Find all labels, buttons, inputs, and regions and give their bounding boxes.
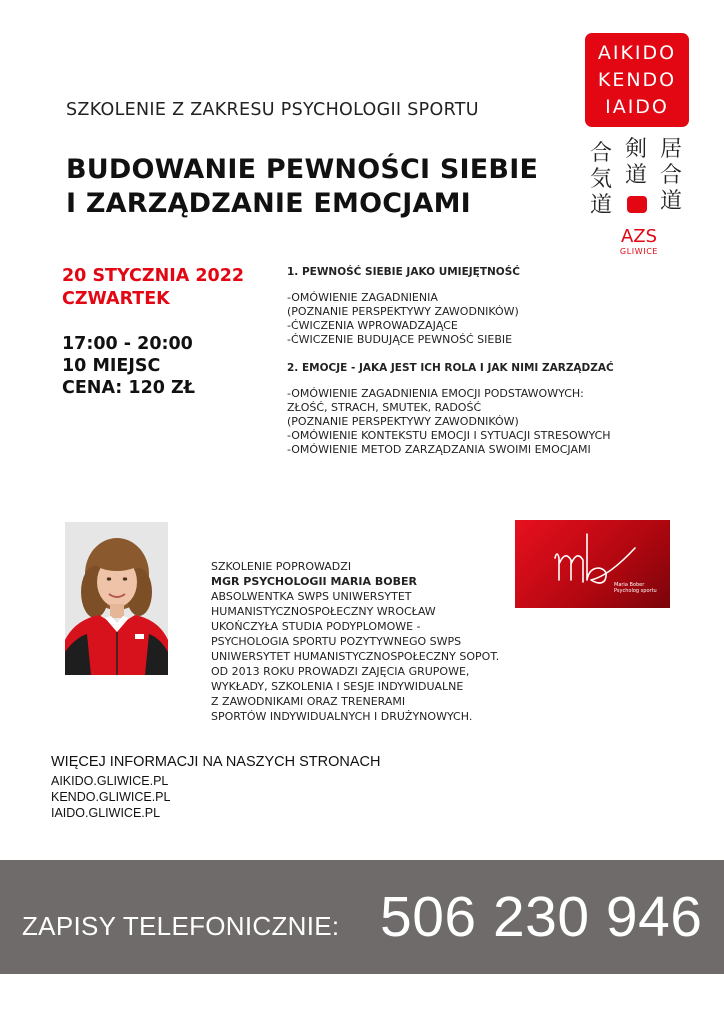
kanji-char: 合 [660,163,683,188]
azs-label: AZS [620,226,658,247]
trainer-bio-line: SPORTÓW INDYWIDUALNYCH I DRUŻYNOWYCH. [211,710,473,723]
list-item: -OMÓWIENIE ZAGADNIENIA [287,291,438,304]
page-title [66,153,538,221]
trainer-bio-line: WYKŁADY, SZKOLENIA I SESJE INDYWIDUALNE [211,680,464,693]
kanji-aikido [590,141,612,219]
title-line-2: I ZARZĄDZANIE EMOCJAMI [66,188,471,219]
kanji-char: 合 [590,141,613,166]
program-section-2-heading: 2. EMOCJE - JAKA JEST ICH ROLA I JAK NIMI ZARZĄDZAĆ [287,362,614,374]
card-name-block [614,582,660,594]
subtitle: SZKOLENIE Z ZAKRESU PSYCHOLOGII SPORTU [66,100,479,120]
list-item: -OMÓWIENIE METOD ZARZĄDZANIA SWOIMI EMOCJAMI [287,443,591,456]
list-item: -ĆWICZENIA WPROWADZAJĄCE [287,319,458,332]
event-date-block [62,265,244,311]
event-places: 10 MIEJSC [62,356,161,376]
trainer-name: MGR PSYCHOLOGII MARIA BOBER [211,575,417,588]
trainer-bio-line: Z ZAWODNIKAMI ORAZ TRENERAMI [211,695,406,708]
link-iaido[interactable]: IAIDO.GLIWICE.PL [51,806,161,820]
logo-line-kendo: KENDO [597,68,677,91]
kanji-char: 剣 [625,137,648,162]
trainer-bio-line: UNIWERSYTET HUMANISTYCZNOSPOŁECZNY SOPOT. [211,650,500,663]
signup-phone[interactable]: 506 230 946 [380,885,703,949]
signup-label: ZAPISY TELEFONICZNIE: [22,911,340,941]
list-item: -OMÓWIENIE KONTEKSTU EMOCJI I SYTUACJI STRESOWYCH [287,429,611,442]
list-item: (POZNANIE PERSPEKTYWY ZAWODNIKÓW) [287,305,519,318]
list-item: -ĆWICZENIE BUDUJĄCE PEWNOŚĆ SIEBIE [287,333,513,346]
kanji-iaido [660,137,682,215]
trainer-description [211,559,499,724]
azs-city: GLIWICE [619,247,659,256]
list-item: -OMÓWIENIE ZAGADNIENIA EMOCJI PODSTAWOWYCH: [287,387,584,400]
trainer-bio-line: OD 2013 ROKU PROWADZI ZAJĘCIA GRUPOWE, [211,665,470,678]
program-section-1-heading: 1. PEWNOŚĆ SIEBIE JAKO UMIEJĘTNOŚĆ [287,266,520,278]
event-details [62,333,195,399]
list-item: ZŁOŚĆ, STRACH, SMUTEK, RADOŚĆ [287,401,482,414]
trainer-bio-line: HUMANISTYCZNOSPOŁECZNY WROCŁAW [211,605,436,618]
trainer-portrait-icon [65,522,168,675]
trainer-bio-line: UKOŃCZYŁA STUDIA PODYPLOMOWE - [211,620,421,633]
trainer-bio-line: PSYCHOLOGIA SPORTU POZYTYWNEGO SWPS [211,635,462,648]
website-links [51,773,170,821]
kanji-kendo [625,137,647,189]
link-kendo[interactable]: KENDO.GLIWICE.PL [51,790,171,804]
logo-line-aikido: AIKIDO [597,41,677,64]
list-item: (POZNANIE PERSPEKTYWY ZAWODNIKÓW) [287,415,519,428]
link-aikido[interactable]: AIKIDO.GLIWICE.PL [51,774,169,788]
info-heading: WIĘCEJ INFORMACJI NA NASZYCH STRONACH [51,754,381,770]
club-logo [585,33,689,127]
red-dot-icon [627,196,647,213]
card-name: Maria Bober [614,582,645,588]
event-day: CZWARTEK [62,289,170,309]
kanji-char: 道 [625,163,648,188]
event-date: 20 STYCZNIA 2022 [62,266,245,286]
trainer-brand-card [515,520,670,608]
program-section-1-items [287,291,707,347]
trainer-bio-line: ABSOLWENTKA SWPS UNIWERSYTET [211,590,412,603]
event-time: 17:00 - 20:00 [62,334,193,354]
kanji-char: 居 [660,137,683,162]
mb-monogram-icon [515,520,670,608]
kanji-char: 道 [660,189,683,214]
kanji-emblem [590,137,690,219]
trainer-photo [65,522,168,675]
program [287,265,707,457]
card-role: Psycholog sportu [614,588,657,594]
program-section-2-items [287,387,707,457]
event-price: CENA: 120 ZŁ [62,378,195,398]
kanji-char: 気 [590,167,613,192]
kanji-char: 道 [590,193,613,218]
title-line-1: BUDOWANIE PEWNOŚCI SIEBIE [66,154,539,185]
trainer-intro: SZKOLENIE POPROWADZI [211,560,352,573]
logo-line-iaido: IAIDO [605,95,669,118]
